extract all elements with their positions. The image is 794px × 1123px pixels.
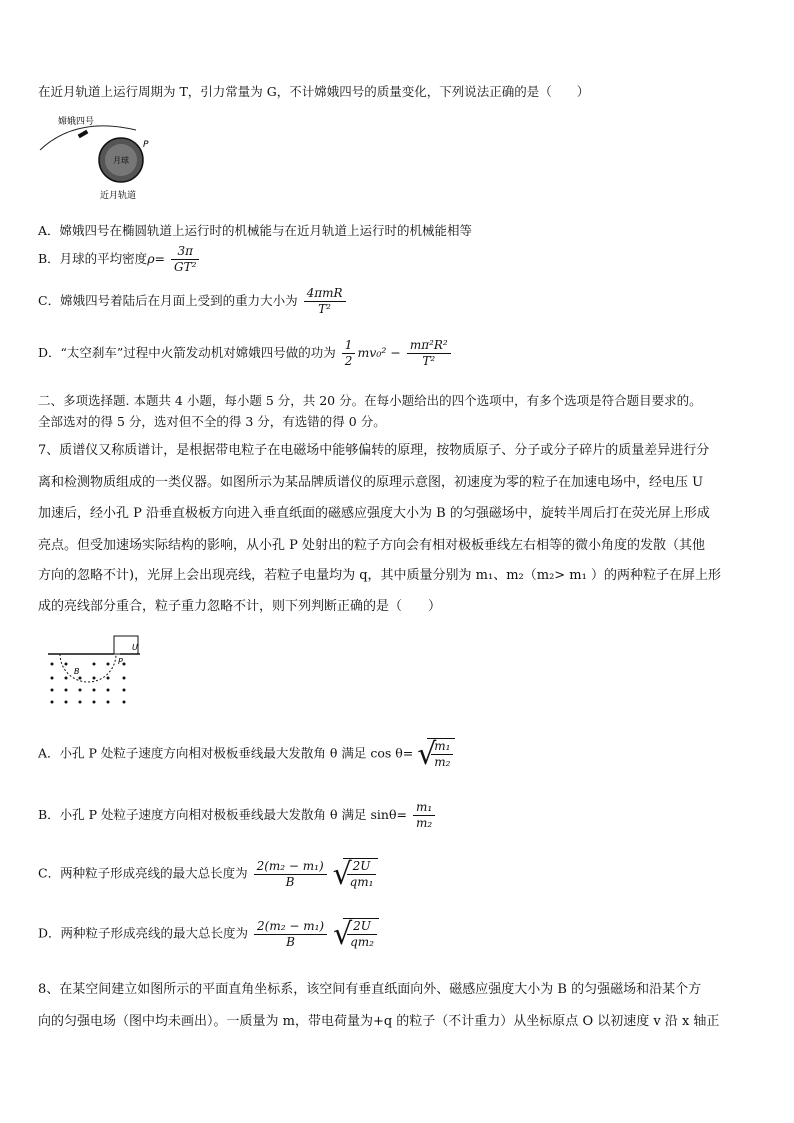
q7-line5: 方向的忽略不计)，光屏上会出现亮线，若粒子电量均为 q，其中质量分别为 m₁、m₂（m₂> m₁ ）的两种粒子在屏上形 <box>38 568 721 583</box>
denominator: GT² <box>174 260 197 274</box>
section2-line2: 全部选对的得 5 分，选对但不全的得 3 分，有选错的得 0 分。 <box>38 414 386 429</box>
q6-option-d-fraction-1 <box>342 338 356 369</box>
q7-figure <box>44 632 144 706</box>
numerator: m₁ <box>413 800 435 816</box>
q7-option-a <box>38 738 455 770</box>
q7-option-c-sqrt: √ $\frac{2U}{\text{qm₁}}$ <box>333 858 379 890</box>
denominator: B <box>286 934 295 949</box>
q6-stem: 在近月轨道上运行周期为 T，引力常量为 G，不计嫦娥四号的质量变化，下列说法正确的是（ ） <box>38 84 590 99</box>
numerator: 2(m₂ − m₁) <box>254 919 327 935</box>
q7-line3: 加速后，经小孔 P 沿垂直极板方向进入垂直纸面的磁感应强度大小为 B 的匀强磁场中，旋转半周后打在荧光屏上形成 <box>38 506 710 521</box>
q7-option-d <box>38 918 379 950</box>
q6-option-d-fraction-2 <box>407 338 451 369</box>
q6-option-b-rho: ρ= <box>147 251 166 266</box>
q6-option-d-text: D．“太空刹车”过程中火箭发动机对嫦娥四号做的功为 <box>38 345 336 360</box>
q6-option-d <box>38 338 453 369</box>
q7-option-a-text: A．小孔 P 处粒子速度方向相对极板垂线最大发散角 θ 满足 cos θ= <box>38 745 414 761</box>
denominator: 2 <box>344 354 353 368</box>
q7-option-c <box>38 858 378 890</box>
q8-line2: 向的匀强电场（图中均未画出）。一质量为 m，带电荷量为+q 的粒子（不计重力）从坐标原点 O 以初速度 v 沿 x 轴正 <box>38 1014 720 1029</box>
denominator: m₂ <box>415 816 433 830</box>
q7-option-b-fraction <box>413 800 435 831</box>
q7-option-b <box>38 800 437 831</box>
q7-option-c-text: C．两种粒子形成亮线的最大总长度为 <box>38 865 248 881</box>
q7-option-b-text: B．小孔 P 处粒子速度方向相对极板垂线最大发散角 θ 满足 sinθ= <box>38 807 407 822</box>
q6-option-d-mid: mv₀² − <box>357 345 401 360</box>
q7-line2: 离和检测物质组成的一类仪器。如图所示为某品牌质谱仪的原理示意图，初速度为零的粒子在加速电场中，经电压 U <box>38 475 704 490</box>
q6-option-c <box>38 286 348 317</box>
denominator: T² <box>318 302 331 316</box>
q7-fig-p-label: P <box>118 657 123 666</box>
q7-option-d-text: D．两种粒子形成亮线的最大总长度为 <box>38 925 249 941</box>
q6-fig-probe-label: 嫦娥四号 <box>58 117 95 127</box>
numerator: 2(m₂ − m₁) <box>254 859 327 875</box>
denominator: B <box>285 874 295 889</box>
numerator: mπ²R² <box>407 338 451 354</box>
section2-line1: 二、多项选择题. 本题共 4 小题，每小题 5 分，共 20 分。在每小题给出的四个选项中，有多个选项是符合题目要求的。 <box>38 393 702 408</box>
denominator: qm₁ <box>349 875 374 889</box>
denominator: T² <box>422 354 436 368</box>
q8-line1: 8、在某空间建立如图所示的平面直角坐标系，该空间有垂直纸面向外、磁感应强度大小为 B 的匀强磁场和沿某个方 <box>38 982 702 997</box>
numerator: 2U <box>347 859 377 875</box>
numerator: 1 <box>342 338 356 354</box>
q6-option-b-fraction <box>171 244 199 275</box>
q7-line4: 亮点。但受加速场实际结构的影响，从小孔 P 处射出的粒子方向会有相对极板垂线左右相等的微小角度的发散（其他 <box>38 538 706 553</box>
denominator: m₂ <box>434 755 451 769</box>
q6-option-a: A．嫦娥四号在椭圆轨道上运行时的机械能与在近月轨道上运行时的机械能相等 <box>38 223 473 238</box>
q6-fig-p-label: P <box>143 140 149 150</box>
q6-option-b-text: B．月球的平均密度 <box>38 251 148 266</box>
q6-option-b <box>38 244 201 275</box>
q6-option-c-text: C．嫦娥四号着陆后在月面上受到的重力大小为 <box>38 293 298 308</box>
q7-fig-u-label: U <box>132 643 138 652</box>
q7-option-d-sqrt: √ $\frac{2U}{\text{qm₂}}$ <box>333 918 379 950</box>
numerator: 3π <box>171 244 199 260</box>
q6-fig-orbit-label: 近月轨道 <box>100 191 137 201</box>
q7-line1: 7、质谱仪又称质谱计，是根据带电粒子在电磁场中能够偏转的原理，按物质原子、分子或分子碎片的质量差异进行分 <box>38 443 710 458</box>
denominator: qm₂ <box>350 935 374 949</box>
q7-option-c-fraction <box>254 859 327 890</box>
q6-figure <box>36 110 156 206</box>
q7-line6: 成的亮线部分重合，粒子重力忽略不计，则下列判断正确的是（ ） <box>38 599 442 614</box>
numerator: m₁ <box>431 739 453 755</box>
q6-option-c-fraction <box>304 286 346 317</box>
numerator: 4πmR <box>304 286 346 302</box>
q6-fig-moon-label: 月球 <box>113 156 129 165</box>
q7-option-d-fraction <box>254 919 327 950</box>
q7-fig-b-label: B <box>74 667 80 676</box>
q7-option-a-sqrt: √ $\frac{\text{m₁}}{\text{m₂}}$ <box>417 738 455 770</box>
numerator: 2U <box>347 919 377 935</box>
